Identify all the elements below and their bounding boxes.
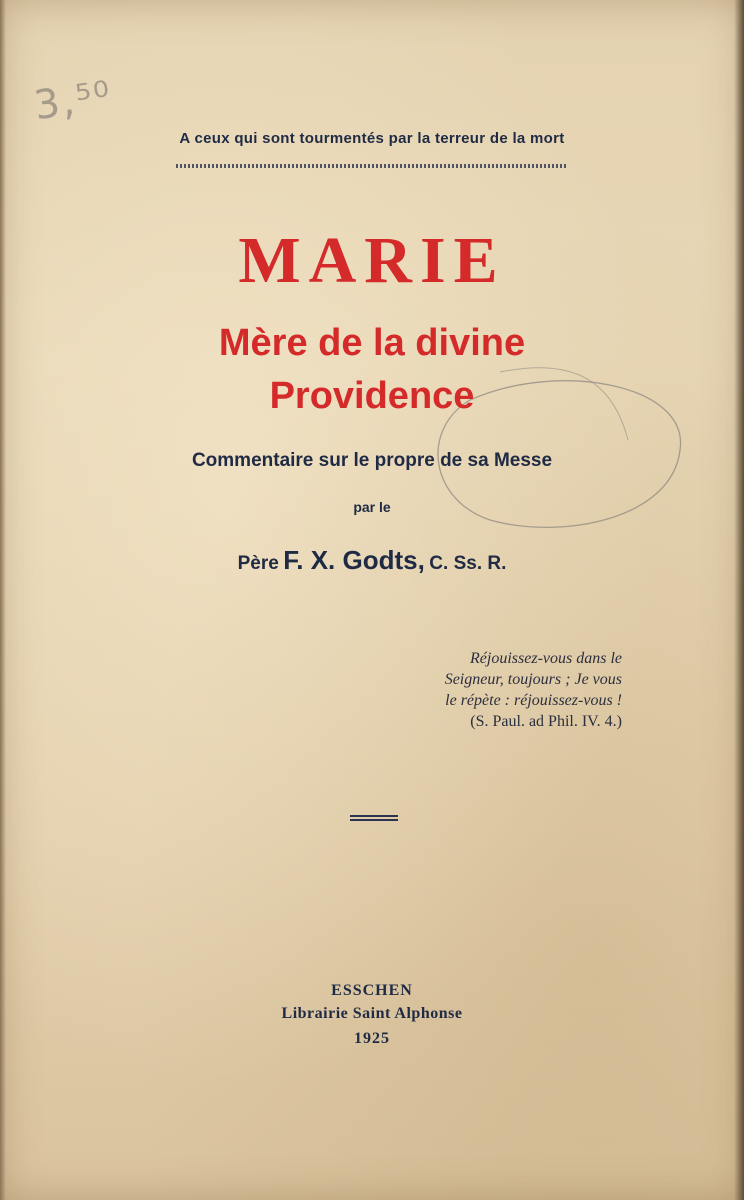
author-prefix: Père [237,553,279,574]
book-title: MARIE [238,224,506,297]
author-name: F. X. Godts, [283,545,425,575]
epigraph-line1: Réjouissez-vous dans le [470,650,622,667]
book-subtitle-line2: Providence [269,375,475,417]
pencil-price-note: 3,⁵⁰ [31,72,116,130]
publication-year: 1925 [354,1030,390,1047]
epigraph [322,648,622,732]
commentary-line: Commentaire sur le propre de sa Messe [191,450,553,471]
epigraph-line3: le répète : réjouissez-vous ! [445,692,622,709]
author-line [0,545,744,576]
ornamental-rule [176,164,568,168]
author-suffix: C. Ss. R. [429,553,507,574]
publisher-house: Librairie Saint Alphonse [281,1005,463,1022]
epigraph-reference: (S. Paul. ad Phil. IV. 4.) [470,713,622,730]
double-rule-divider [350,815,398,821]
by-line: par le [353,499,391,515]
dedication-line: A ceux qui sont tourmentés par la terreur de la mort [179,130,565,147]
publisher-city: ESSCHEN [331,982,413,999]
book-subtitle-line1: Mère de la divine [218,322,526,364]
epigraph-line2: Seigneur, toujours ; Je vous [444,671,622,688]
